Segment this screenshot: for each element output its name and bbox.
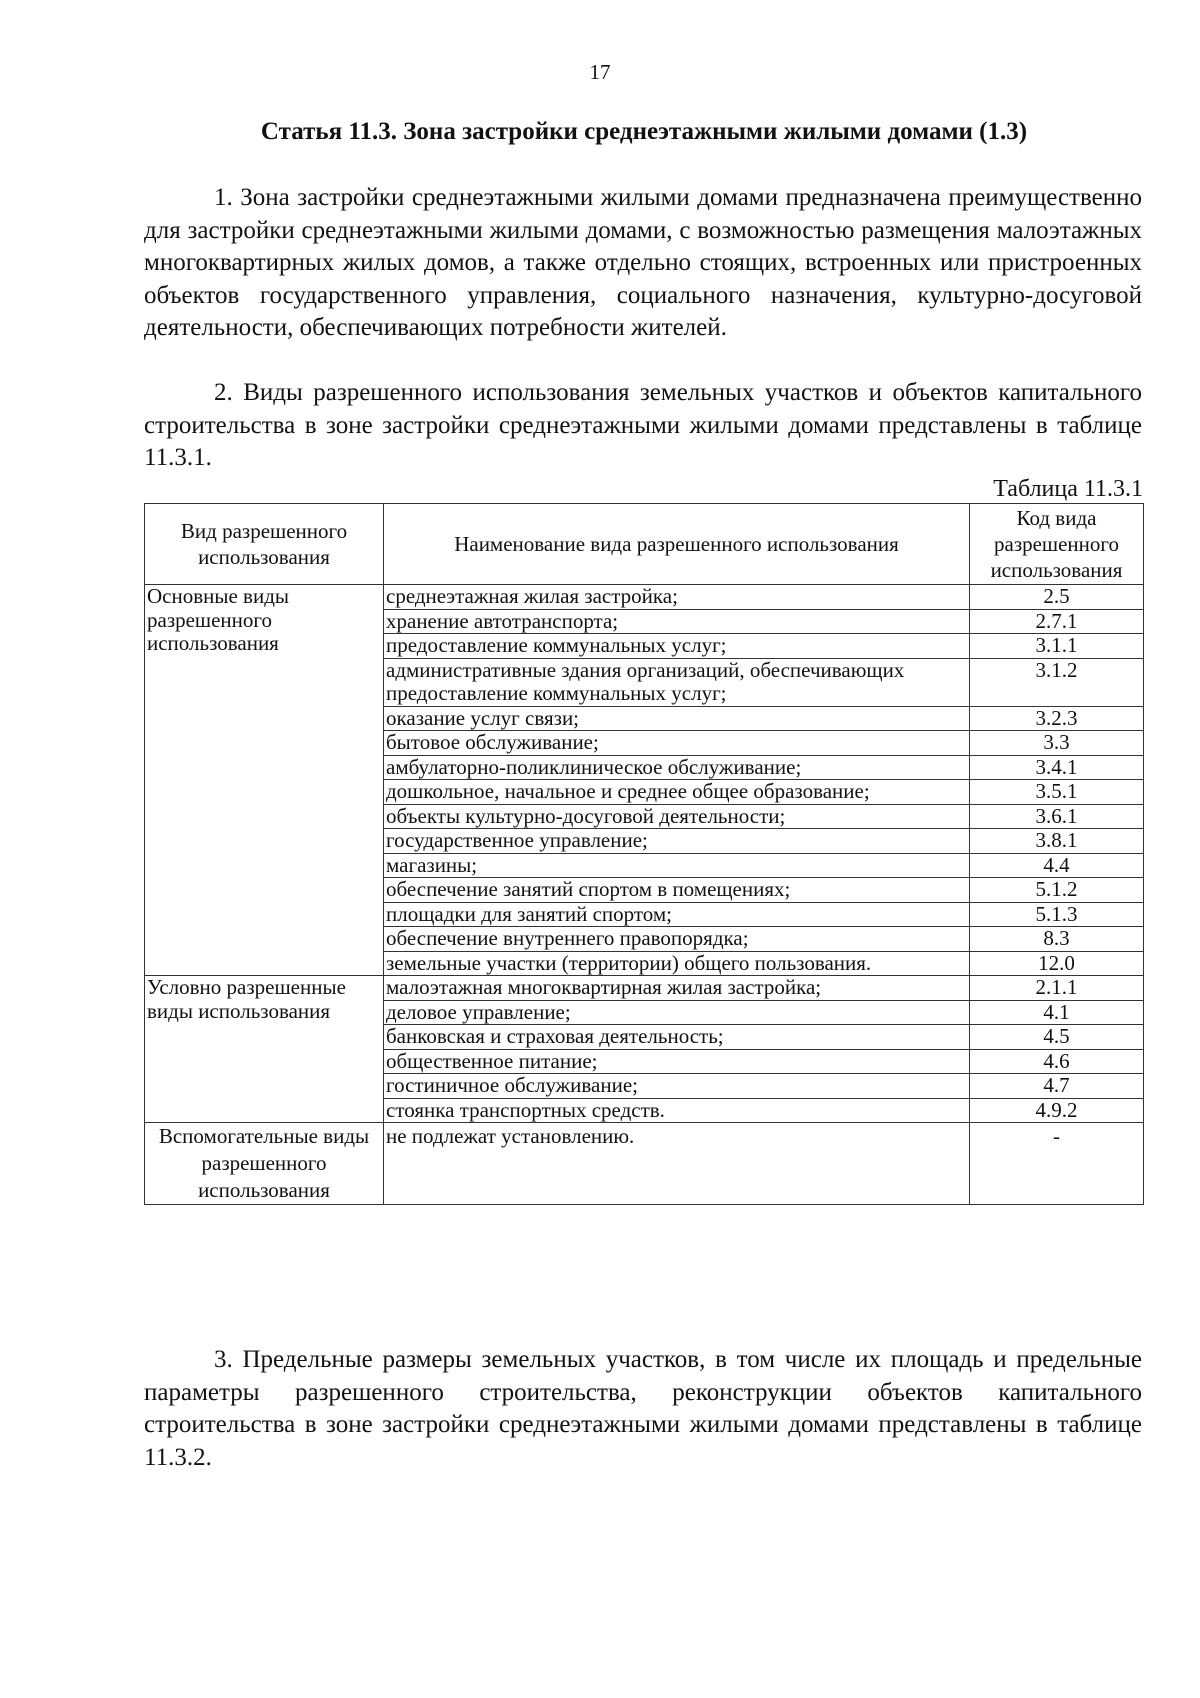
- use-code-cell: 3.3: [970, 731, 1144, 756]
- use-code-cell: 4.5: [970, 1025, 1144, 1050]
- use-name-cell: административные здания организаций, обеспечивающих предоставление коммунальных услуг;: [384, 658, 970, 706]
- header-use-code: Код вида разрешенного использования: [970, 504, 1144, 585]
- table-row: [145, 976, 1144, 1001]
- use-code-cell: 4.7: [970, 1074, 1144, 1099]
- use-code-cell: -: [970, 1123, 1144, 1205]
- header-use-type: Вид разрешенного использования: [145, 504, 384, 585]
- paragraph-1: 1. Зона застройки среднеэтажными жилыми домами предназначена преимущественно для застройки среднеэтажными жилыми домами, с возможностью размещения малоэтажных многоквартирных жилых домов, а также отдельно стоящих, встроенных или пристроенных объектов государственного управления, социального назначения, культурно-досуговой деятельности, обеспечивающих потребности жителей.: [144, 184, 1142, 341]
- use-code-cell: 5.1.2: [970, 878, 1144, 903]
- use-code-cell: 2.5: [970, 585, 1144, 610]
- use-name-cell: дошкольное, начальное и среднее общее образование;: [384, 780, 970, 805]
- use-code-cell: 3.6.1: [970, 804, 1144, 829]
- use-name-cell: банковская и страховая деятельность;: [384, 1025, 970, 1050]
- paragraph-3: 3. Предельные размеры земельных участков, в том числе их площадь и предельные параметры разрешенного строительства, реконструкции объектов капитального строительства в зоне застройки среднеэтажными жилыми домами представлены в таблице 11.3.2.: [144, 1346, 1142, 1471]
- use-name-cell: малоэтажная многоквартирная жилая застройка;: [384, 976, 970, 1001]
- use-name-cell: земельные участки (территории) общего пользования.: [384, 951, 970, 976]
- use-group-label: Условно разрешенные виды использования: [145, 976, 384, 1123]
- use-name-cell: стоянка транспортных средств.: [384, 1098, 970, 1123]
- use-code-cell: 4.9.2: [970, 1098, 1144, 1123]
- use-code-cell: 5.1.3: [970, 902, 1144, 927]
- use-code-cell: 4.1: [970, 1000, 1144, 1025]
- use-name-cell: среднеэтажная жилая застройка;: [384, 585, 970, 610]
- use-name-cell: бытовое обслуживание;: [384, 731, 970, 756]
- table-header-row: [145, 504, 1144, 585]
- use-code-cell: 4.6: [970, 1049, 1144, 1074]
- use-name-cell: хранение автотранспорта;: [384, 609, 970, 634]
- use-name-cell: обеспечение занятий спортом в помещениях;: [384, 878, 970, 903]
- use-name-cell: магазины;: [384, 853, 970, 878]
- use-name-cell: объекты культурно-досуговой деятельности;: [384, 804, 970, 829]
- use-name-cell: не подлежат установлению.: [384, 1123, 970, 1205]
- use-name-cell: обеспечение внутреннего правопорядка;: [384, 927, 970, 952]
- use-code-cell: 3.1.1: [970, 634, 1144, 659]
- use-name-cell: государственное управление;: [384, 829, 970, 854]
- use-name-cell: деловое управление;: [384, 1000, 970, 1025]
- page-number: 17: [589, 60, 611, 84]
- use-code-cell: 3.8.1: [970, 829, 1144, 854]
- table-caption: Таблица 11.3.1: [993, 476, 1143, 502]
- paragraph-2: 2. Виды разрешенного использования земельных участков и объектов капитального строительства в зоне застройки среднеэтажными жилыми домами представлены в таблице 11.3.1.: [144, 379, 1142, 471]
- use-name-cell: площадки для занятий спортом;: [384, 902, 970, 927]
- header-use-name: Наименование вида разрешенного использования: [384, 504, 970, 585]
- use-code-cell: 4.4: [970, 853, 1144, 878]
- use-code-cell: 2.1.1: [970, 976, 1144, 1001]
- table-row: [145, 585, 1144, 610]
- use-group-label: Основные виды разрешенного использования: [145, 585, 384, 976]
- use-name-cell: общественное питание;: [384, 1049, 970, 1074]
- use-name-cell: гостиничное обслуживание;: [384, 1074, 970, 1099]
- use-name-cell: предоставление коммунальных услуг;: [384, 634, 970, 659]
- use-group-label: Вспомогательные виды разрешенного использования: [145, 1123, 384, 1205]
- use-code-cell: 8.3: [970, 927, 1144, 952]
- use-code-cell: 3.5.1: [970, 780, 1144, 805]
- article-title: Статья 11.3. Зона застройки среднеэтажными жилыми домами (1.3): [260, 118, 1028, 145]
- use-name-cell: оказание услуг связи;: [384, 706, 970, 731]
- use-code-cell: 3.1.2: [970, 658, 1144, 706]
- table-row: [145, 1123, 1144, 1205]
- use-code-cell: 2.7.1: [970, 609, 1144, 634]
- use-code-cell: 3.4.1: [970, 755, 1144, 780]
- use-code-cell: 3.2.3: [970, 706, 1144, 731]
- table-body: [145, 585, 1144, 1205]
- permitted-uses-table: [144, 503, 1144, 1205]
- use-code-cell: 12.0: [970, 951, 1144, 976]
- use-name-cell: амбулаторно-поликлиническое обслуживание;: [384, 755, 970, 780]
